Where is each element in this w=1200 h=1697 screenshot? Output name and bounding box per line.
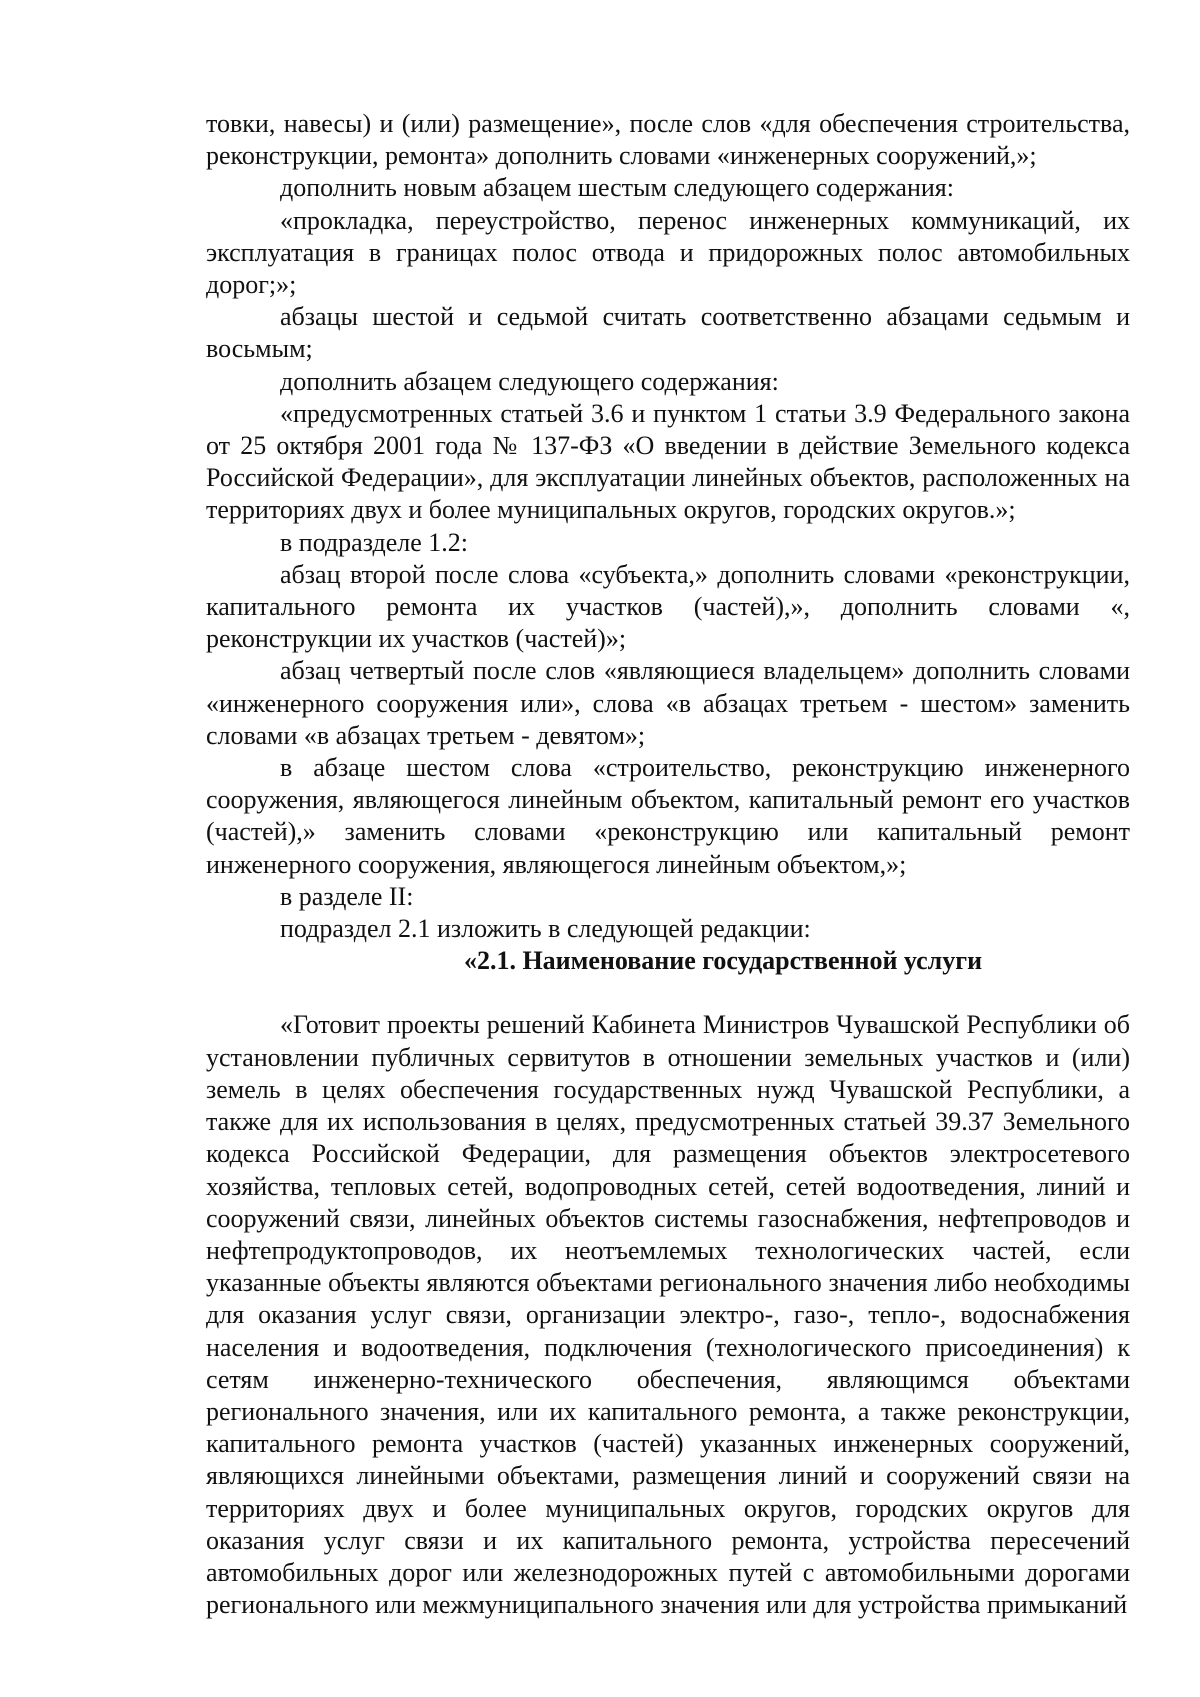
paragraph-1: товки, навесы) и (или) размещение», после слов «для обеспечения строительства, реконструкции, ремонта» дополнить словами «инженерных сооружений,»; <box>206 109 1130 171</box>
heading-spacer <box>206 977 1130 1009</box>
paragraph-4: абзацы шестой и седьмой считать соответственно абзацами седьмым и восьмым; <box>206 302 1130 364</box>
paragraph-11: в разделе II: <box>280 881 414 911</box>
paragraph-8: абзац второй после слова «субъекта,» дополнить словами «реконструкции, капитального ремонта их участков (частей),», дополнить словами «, реконструкции их участков (частей)»; <box>206 559 1130 654</box>
paragraph-13: «Готовит проекты решений Кабинета Министров Чувашской Республики об установлении публичных сервитутов в отношении земельных участков и (или) земель в целях обеспечения государственных нужд Чувашской Республики, а также для их использования в целях, предусмотренных статьей 39.37 Земельного кодекса Российской Федерации, для размещения объектов электросетевого хозяйства, тепловых сетей, водопроводных сетей, сетей водоотведения, линий и сооружений связи, линейных объектов системы газоснабжения, нефтепроводов и нефтепродуктопроводов, их неотъемлемых технологических частей, если указанные объекты являются объектами регионального значения либо необходимы для оказания услуг связи, организации электро-, газо-, тепло-, водоснабжения населения и водоотведения, подключения (технологического присоединения) к сетям инженерно-технического обеспечения, являющимся объектами регионального значения, или их капитального ремонта, а также реконструкции, капитального ремонта участков (частей) указанных инженерных сооружений, являющихся линейными объектами, размещения линий и сооружений связи на территориях двух и более муниципальных округов, городских округов для оказания услуг связи и их капитального ремонта, устройства пересечений автомобильных дорог или железнодорожных путей с автомобильными дорогами регионального или межмуниципального значения или для устройства примыканий <box>206 1010 1130 1620</box>
paragraph-7: в подразделе 1.2: <box>280 527 469 557</box>
paragraph-10: в абзаце шестом слова «строительство, реконструкцию инженерного сооружения, являющегося линейным объектом, капитальный ремонт его участков (частей),» заменить словами «реконструкцию или капитальный ремонт инженерного сооружения, являющегося линейным объектом,»; <box>206 753 1130 879</box>
section-heading: «2.1. Наименование государственной услуги <box>463 946 983 976</box>
paragraph-3: «прокладка, переустройство, перенос инженерных коммуникаций, их эксплуатация в границах полос отвода и придорожных полос автомобильных дорог;»; <box>206 205 1130 300</box>
paragraph-6: «предусмотренных статьей 3.6 и пунктом 1 статьи 3.9 Федерального закона от 25 октября 2001 года № 137-ФЗ «О введении в действие Земельного кодекса Российской Федерации», для эксплуатации линейных объектов, расположенных на территориях двух и более муниципальных округов, городских округов.»; <box>206 398 1130 525</box>
paragraph-5: дополнить абзацем следующего содержания: <box>280 366 779 396</box>
paragraph-2: дополнить новым абзацем шестым следующего содержания: <box>280 173 954 203</box>
paragraph-9: абзац четвертый после слов «являющиеся владельцем» дополнить словами «инженерного сооружения или», слова «в абзацах третьем - шестом» заменить словами «в абзацах третьем - девятом»; <box>206 656 1130 750</box>
paragraph-12: подраздел 2.1 изложить в следующей редакции: <box>280 914 811 944</box>
document-body <box>206 108 1130 1621</box>
